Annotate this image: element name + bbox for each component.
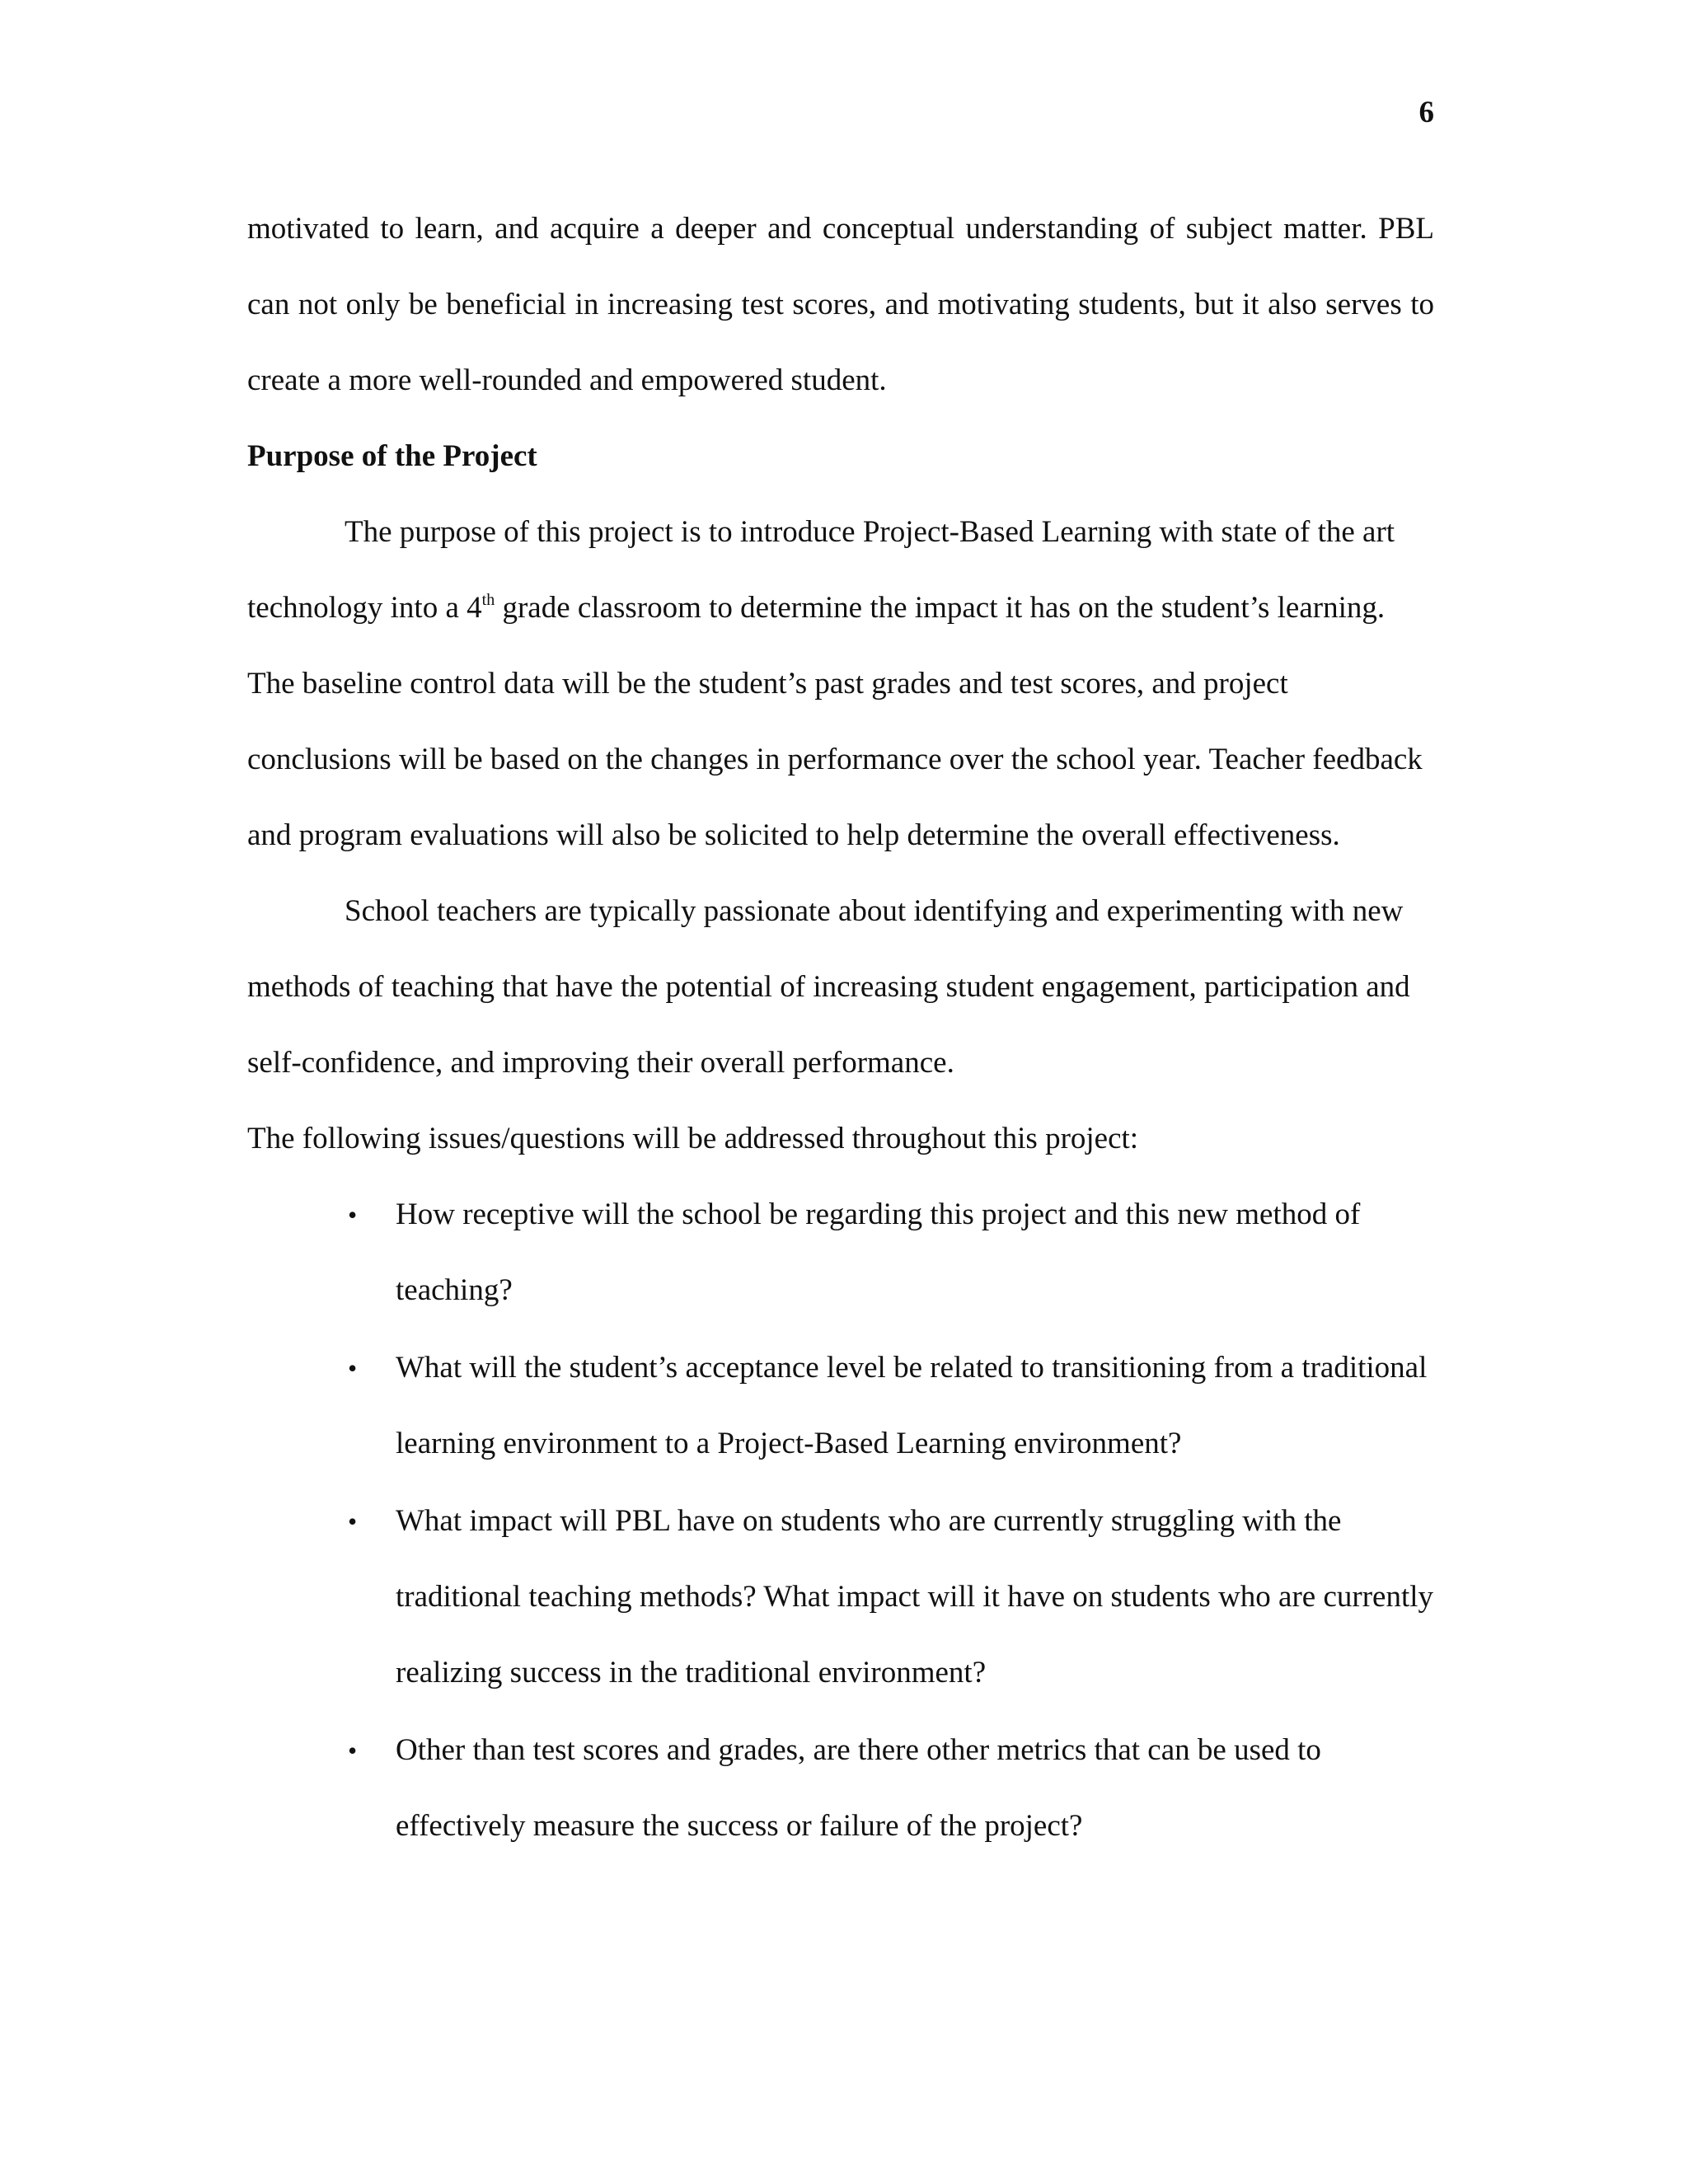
ordinal-superscript: th [481, 591, 495, 609]
question-text: What impact will PBL have on students who are currently struggling with the traditional teaching methods? What impact will it have on students who are currently realizing success in the traditional environment? [396, 1504, 1434, 1690]
questions-list [247, 1177, 1434, 1864]
intro-paragraph: motivated to learn, and acquire a deeper and conceptual understanding of subject matter. PBL can not only be beneficial in increasing test scores, and motivating students, but it also serves to create a more well-rounded and empowered student. [247, 212, 1434, 397]
purpose-text-start: The purpose of this project is to introduce Project-Based Learning with state of the art technology into a 4 [247, 515, 1395, 625]
questions-intro: The following issues/questions will be addressed throughout this project: [247, 1122, 1139, 1155]
bullet-icon: • [348, 1736, 358, 1765]
purpose-text-end: grade classroom to determine the impact it has on the student’s learning. The baseline control data will be the student’s past grades and test scores, and project conclusions will be based on the changes in performance over the school year. Teacher feedback and program evaluations will also be solicited to help determine the overall effectiveness. [247, 591, 1423, 852]
bullet-icon: • [348, 1507, 358, 1536]
bullet-icon: • [348, 1200, 358, 1230]
purpose-paragraph [247, 494, 1434, 874]
question-text: How receptive will the school be regarding this project and this new method of teaching? [396, 1197, 1361, 1307]
question-text: Other than test scores and grades, are there other metrics that can be used to effectively measure the success or failure of the project? [396, 1733, 1321, 1843]
list-item [348, 1713, 1434, 1864]
section-heading: Purpose of the Project [247, 439, 537, 473]
teachers-paragraph: School teachers are typically passionate about identifying and experimenting with new methods of teaching that have the potential of increasing student engagement, participation and self-confidence, and improving their overall performance. [247, 894, 1410, 1080]
question-text: What will the student’s acceptance level be related to transitioning from a traditional learning environment to a Project-Based Learning environment? [396, 1351, 1428, 1460]
list-item [348, 1330, 1434, 1482]
list-item [348, 1177, 1434, 1329]
document-body [247, 191, 1434, 1866]
bullet-icon: • [348, 1353, 358, 1383]
page-number: 6 [1418, 96, 1434, 129]
list-item [348, 1483, 1434, 1711]
